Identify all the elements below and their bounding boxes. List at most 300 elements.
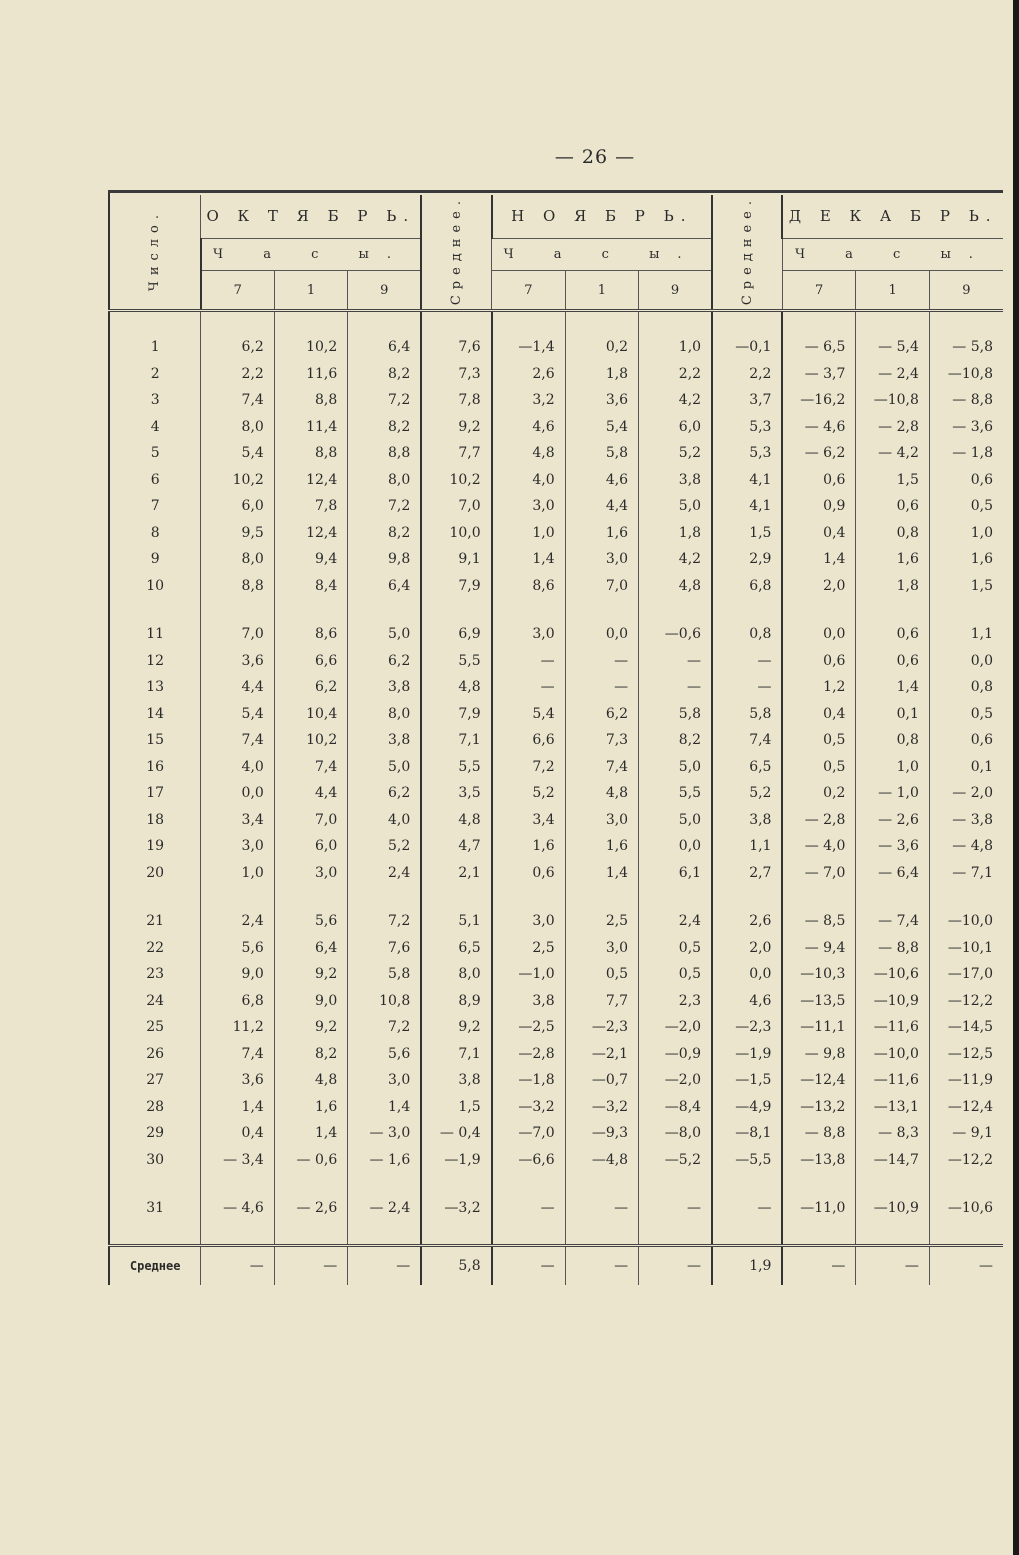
value-cell: 5,4: [565, 414, 638, 441]
hour-9-december: 9: [929, 270, 1003, 310]
value-cell: 9,0: [274, 988, 347, 1015]
value-cell: 6,9: [421, 621, 491, 648]
day-cell: 12: [109, 648, 201, 675]
value-cell: —2,0: [639, 1014, 712, 1041]
table-row: [109, 908, 1003, 935]
value-cell: 6,5: [712, 754, 782, 781]
value-cell: 6,2: [348, 648, 421, 675]
value-cell: 0,6: [856, 648, 929, 675]
value-cell: 5,6: [348, 1041, 421, 1068]
value-cell: 10,0: [421, 520, 491, 547]
value-cell: 1,9: [712, 1245, 782, 1285]
value-cell: 5,4: [201, 701, 274, 728]
value-cell: 7,2: [348, 1014, 421, 1041]
value-cell: —13,2: [782, 1094, 855, 1121]
value-cell: 3,8: [348, 674, 421, 701]
value-cell: — 3,7: [782, 361, 855, 388]
value-cell: —2,1: [565, 1041, 638, 1068]
value-cell: 3,8: [639, 467, 712, 494]
table-row: [109, 1120, 1003, 1147]
value-cell: 3,0: [492, 621, 565, 648]
value-cell: 9,2: [421, 414, 491, 441]
value-cell: —3,2: [421, 1195, 491, 1222]
value-cell: 3,0: [565, 546, 638, 573]
day-cell: 13: [109, 674, 201, 701]
value-cell: 3,8: [712, 807, 782, 834]
value-cell: 3,8: [421, 1067, 491, 1094]
value-cell: — 9,1: [929, 1120, 1003, 1147]
value-cell: 1,8: [565, 361, 638, 388]
day-cell: 10: [109, 573, 201, 600]
value-cell: — 4,2: [856, 440, 929, 467]
table-row: [109, 334, 1003, 361]
value-cell: — 6,2: [782, 440, 855, 467]
mean-header-october: Среднее.: [421, 195, 491, 311]
value-cell: 4,8: [492, 440, 565, 467]
spacer-row: [109, 599, 1003, 621]
value-cell: — 1,6: [348, 1147, 421, 1174]
value-cell: 7,2: [348, 908, 421, 935]
value-cell: 7,4: [274, 754, 347, 781]
value-cell: — 3,4: [201, 1147, 274, 1174]
value-cell: 1,5: [929, 573, 1003, 600]
day-column-header: Число.: [109, 195, 201, 311]
value-cell: —12,2: [929, 988, 1003, 1015]
value-cell: —10,3: [782, 961, 855, 988]
temperature-table-wrapper: [108, 190, 1003, 1285]
day-cell: 18: [109, 807, 201, 834]
value-cell: 4,2: [639, 546, 712, 573]
day-cell: 22: [109, 935, 201, 962]
value-cell: 6,6: [492, 727, 565, 754]
value-cell: —1,5: [712, 1067, 782, 1094]
value-cell: 1,1: [929, 621, 1003, 648]
hour-7-october: 7: [201, 270, 274, 310]
value-cell: — 2,6: [856, 807, 929, 834]
value-cell: 7,7: [565, 988, 638, 1015]
value-cell: —1,8: [492, 1067, 565, 1094]
day-cell: 26: [109, 1041, 201, 1068]
value-cell: — 4,6: [782, 414, 855, 441]
value-cell: 1,6: [565, 520, 638, 547]
value-cell: 5,8: [565, 440, 638, 467]
value-cell: —5,5: [712, 1147, 782, 1174]
value-cell: 5,2: [639, 440, 712, 467]
value-cell: 1,0: [639, 334, 712, 361]
value-cell: —: [639, 674, 712, 701]
value-cell: — 3,8: [929, 807, 1003, 834]
day-cell: 25: [109, 1014, 201, 1041]
value-cell: 3,7: [712, 387, 782, 414]
value-cell: 0,6: [929, 467, 1003, 494]
value-cell: 8,2: [639, 727, 712, 754]
value-cell: —5,2: [639, 1147, 712, 1174]
value-cell: 7,4: [201, 727, 274, 754]
value-cell: 0,0: [201, 780, 274, 807]
value-cell: —: [201, 1245, 274, 1285]
value-cell: 0,5: [782, 754, 855, 781]
value-cell: 4,8: [421, 674, 491, 701]
hour-7-december: 7: [782, 270, 855, 310]
value-cell: — 4,0: [782, 833, 855, 860]
value-cell: 8,2: [348, 361, 421, 388]
value-cell: —10,1: [929, 935, 1003, 962]
value-cell: 8,0: [348, 467, 421, 494]
value-cell: 8,6: [492, 573, 565, 600]
value-cell: 0,6: [856, 621, 929, 648]
value-cell: — 3,0: [348, 1120, 421, 1147]
value-cell: 0,1: [929, 754, 1003, 781]
value-cell: — 9,8: [782, 1041, 855, 1068]
value-cell: 5,8: [421, 1245, 491, 1285]
value-cell: 2,5: [565, 908, 638, 935]
value-cell: 8,0: [201, 414, 274, 441]
value-cell: 0,8: [856, 727, 929, 754]
value-cell: 8,0: [348, 701, 421, 728]
day-cell: 6: [109, 467, 201, 494]
value-cell: 10,2: [274, 727, 347, 754]
table-row: [109, 648, 1003, 675]
value-cell: 6,4: [274, 935, 347, 962]
value-cell: —13,5: [782, 988, 855, 1015]
value-cell: —13,1: [856, 1094, 929, 1121]
value-cell: — 1,0: [856, 780, 929, 807]
value-cell: 5,2: [348, 833, 421, 860]
value-cell: 3,0: [492, 493, 565, 520]
value-cell: — 8,5: [782, 908, 855, 935]
value-cell: —2,8: [492, 1041, 565, 1068]
value-cell: —: [492, 1245, 565, 1285]
value-cell: 5,5: [421, 754, 491, 781]
day-cell: 8: [109, 520, 201, 547]
value-cell: 5,5: [639, 780, 712, 807]
value-cell: — 6,4: [856, 860, 929, 887]
value-cell: 1,0: [492, 520, 565, 547]
value-cell: 10,8: [348, 988, 421, 1015]
value-cell: 5,4: [201, 440, 274, 467]
value-cell: 2,4: [348, 860, 421, 887]
value-cell: 7,4: [712, 727, 782, 754]
value-cell: —: [492, 1195, 565, 1222]
value-cell: 8,8: [201, 573, 274, 600]
value-cell: 9,5: [201, 520, 274, 547]
table-row: [109, 493, 1003, 520]
value-cell: —2,5: [492, 1014, 565, 1041]
value-cell: —2,3: [565, 1014, 638, 1041]
day-cell: 20: [109, 860, 201, 887]
value-cell: 6,0: [201, 493, 274, 520]
value-cell: 11,2: [201, 1014, 274, 1041]
table-row: [109, 807, 1003, 834]
value-cell: —13,8: [782, 1147, 855, 1174]
table-row: [109, 546, 1003, 573]
value-cell: —4,8: [565, 1147, 638, 1174]
value-cell: 5,0: [348, 754, 421, 781]
value-cell: 3,4: [492, 807, 565, 834]
value-cell: 3,0: [565, 807, 638, 834]
table-row: [109, 1094, 1003, 1121]
value-cell: 3,6: [565, 387, 638, 414]
value-cell: —2,0: [639, 1067, 712, 1094]
hour-1-november: 1: [565, 270, 638, 310]
value-cell: —0,7: [565, 1067, 638, 1094]
value-cell: 0,0: [929, 648, 1003, 675]
value-cell: 0,8: [856, 520, 929, 547]
day-cell: 31: [109, 1195, 201, 1222]
mean-row: [109, 1245, 1003, 1285]
value-cell: —: [929, 1245, 1003, 1285]
value-cell: —3,2: [565, 1094, 638, 1121]
value-cell: 8,0: [421, 961, 491, 988]
day-cell: 19: [109, 833, 201, 860]
value-cell: 6,0: [274, 833, 347, 860]
table-row: [109, 440, 1003, 467]
value-cell: — 8,3: [856, 1120, 929, 1147]
value-cell: 1,5: [421, 1094, 491, 1121]
value-cell: 3,4: [201, 807, 274, 834]
value-cell: —6,6: [492, 1147, 565, 1174]
table-row: [109, 935, 1003, 962]
hours-label-october: Ч а с ы.: [201, 238, 421, 270]
hour-9-october: 9: [348, 270, 421, 310]
value-cell: 6,0: [639, 414, 712, 441]
value-cell: 6,8: [712, 573, 782, 600]
day-cell: 23: [109, 961, 201, 988]
value-cell: 1,6: [274, 1094, 347, 1121]
value-cell: 2,4: [639, 908, 712, 935]
value-cell: 1,8: [856, 573, 929, 600]
day-cell: 21: [109, 908, 201, 935]
mean-header-november: Среднее.: [712, 195, 782, 311]
value-cell: 1,6: [856, 546, 929, 573]
value-cell: 10,2: [274, 334, 347, 361]
value-cell: 10,2: [201, 467, 274, 494]
value-cell: 5,8: [712, 701, 782, 728]
value-cell: —10,9: [856, 988, 929, 1015]
month-header-october: О К Т Я Б Р Ь.: [201, 195, 421, 238]
table-row: [109, 621, 1003, 648]
value-cell: — 4,6: [201, 1195, 274, 1222]
value-cell: 0,5: [639, 935, 712, 962]
value-cell: — 6,5: [782, 334, 855, 361]
value-cell: —8,1: [712, 1120, 782, 1147]
value-cell: 0,1: [856, 701, 929, 728]
value-cell: 0,5: [639, 961, 712, 988]
table-row: [109, 361, 1003, 388]
value-cell: 4,0: [492, 467, 565, 494]
value-cell: 2,7: [712, 860, 782, 887]
value-cell: 7,9: [421, 573, 491, 600]
day-cell: 5: [109, 440, 201, 467]
value-cell: — 8,8: [856, 935, 929, 962]
value-cell: 4,2: [639, 387, 712, 414]
value-cell: —11,9: [929, 1067, 1003, 1094]
value-cell: 3,6: [201, 648, 274, 675]
value-cell: 1,2: [782, 674, 855, 701]
value-cell: 7,9: [421, 701, 491, 728]
value-cell: 7,1: [421, 1041, 491, 1068]
value-cell: 1,0: [201, 860, 274, 887]
value-cell: — 5,8: [929, 334, 1003, 361]
value-cell: —10,9: [856, 1195, 929, 1222]
value-cell: 1,4: [782, 546, 855, 573]
value-cell: 1,5: [712, 520, 782, 547]
value-cell: 1,4: [565, 860, 638, 887]
value-cell: 0,2: [565, 334, 638, 361]
month-header-november: Н О Я Б Р Ь.: [492, 195, 712, 238]
value-cell: — 0,4: [421, 1120, 491, 1147]
value-cell: — 2,4: [856, 361, 929, 388]
value-cell: —: [565, 1245, 638, 1285]
value-cell: 5,2: [712, 780, 782, 807]
value-cell: —: [712, 1195, 782, 1222]
value-cell: 7,4: [201, 387, 274, 414]
day-cell: 1: [109, 334, 201, 361]
value-cell: 12,4: [274, 520, 347, 547]
value-cell: 7,2: [348, 493, 421, 520]
value-cell: 7,0: [565, 573, 638, 600]
value-cell: —0,9: [639, 1041, 712, 1068]
value-cell: 5,8: [348, 961, 421, 988]
value-cell: — 2,0: [929, 780, 1003, 807]
value-cell: 4,8: [565, 780, 638, 807]
value-cell: 0,6: [492, 860, 565, 887]
value-cell: 9,2: [274, 1014, 347, 1041]
day-cell: 30: [109, 1147, 201, 1174]
value-cell: —11,6: [856, 1014, 929, 1041]
hour-1-december: 1: [856, 270, 929, 310]
value-cell: 0,5: [929, 701, 1003, 728]
value-cell: 9,8: [348, 546, 421, 573]
table-row: [109, 860, 1003, 887]
value-cell: 8,2: [348, 414, 421, 441]
spacer-row: [109, 1222, 1003, 1246]
value-cell: 2,9: [712, 546, 782, 573]
month-header-december: Д Е К А Б Р Ь.: [782, 195, 1003, 238]
value-cell: 2,1: [421, 860, 491, 887]
table-row: [109, 1041, 1003, 1068]
value-cell: 6,2: [565, 701, 638, 728]
value-cell: —: [565, 1195, 638, 1222]
value-cell: 4,1: [712, 467, 782, 494]
value-cell: 11,6: [274, 361, 347, 388]
value-cell: 3,8: [348, 727, 421, 754]
value-cell: 4,7: [421, 833, 491, 860]
value-cell: 7,2: [492, 754, 565, 781]
value-cell: 1,4: [492, 546, 565, 573]
value-cell: — 5,4: [856, 334, 929, 361]
table-row: [109, 780, 1003, 807]
table-row: [109, 674, 1003, 701]
value-cell: —: [639, 1195, 712, 1222]
value-cell: 7,2: [348, 387, 421, 414]
spacer-row: [109, 311, 1003, 335]
value-cell: — 2,6: [274, 1195, 347, 1222]
value-cell: 11,4: [274, 414, 347, 441]
value-cell: —7,0: [492, 1120, 565, 1147]
value-cell: 0,2: [782, 780, 855, 807]
value-cell: 4,6: [565, 467, 638, 494]
day-cell: 11: [109, 621, 201, 648]
value-cell: 5,0: [348, 621, 421, 648]
value-cell: — 3,6: [856, 833, 929, 860]
hours-label-november: Ч а с ы.: [492, 238, 712, 270]
value-cell: —8,4: [639, 1094, 712, 1121]
value-cell: 7,8: [274, 493, 347, 520]
value-cell: —: [565, 674, 638, 701]
hours-label-december: Ч а с ы.: [782, 238, 1003, 270]
value-cell: 0,6: [782, 648, 855, 675]
value-cell: —12,5: [929, 1041, 1003, 1068]
value-cell: 3,0: [274, 860, 347, 887]
value-cell: 0,5: [782, 727, 855, 754]
value-cell: 4,6: [492, 414, 565, 441]
spacer-row: [109, 886, 1003, 908]
day-cell: 2: [109, 361, 201, 388]
table-row: [109, 414, 1003, 441]
value-cell: 8,2: [348, 520, 421, 547]
value-cell: 5,4: [492, 701, 565, 728]
day-cell: 24: [109, 988, 201, 1015]
value-cell: 2,2: [712, 361, 782, 388]
value-cell: —0,1: [712, 334, 782, 361]
day-cell: 3: [109, 387, 201, 414]
day-cell: 15: [109, 727, 201, 754]
value-cell: 5,3: [712, 414, 782, 441]
value-cell: 5,8: [639, 701, 712, 728]
value-cell: —12,2: [929, 1147, 1003, 1174]
value-cell: 1,6: [565, 833, 638, 860]
value-cell: —: [639, 1245, 712, 1285]
value-cell: —10,0: [929, 908, 1003, 935]
value-cell: 6,2: [274, 674, 347, 701]
value-cell: —1,9: [421, 1147, 491, 1174]
value-cell: 8,9: [421, 988, 491, 1015]
value-cell: 1,4: [348, 1094, 421, 1121]
value-cell: —10,0: [856, 1041, 929, 1068]
table-row: [109, 1067, 1003, 1094]
value-cell: 10,4: [274, 701, 347, 728]
value-cell: 3,5: [421, 780, 491, 807]
value-cell: 7,0: [274, 807, 347, 834]
hour-9-november: 9: [639, 270, 712, 310]
value-cell: 0,4: [782, 701, 855, 728]
value-cell: 3,0: [565, 935, 638, 962]
value-cell: 6,2: [348, 780, 421, 807]
day-cell: 16: [109, 754, 201, 781]
value-cell: —11,1: [782, 1014, 855, 1041]
hour-1-october: 1: [274, 270, 347, 310]
value-cell: —16,2: [782, 387, 855, 414]
value-cell: 3,0: [201, 833, 274, 860]
table-row: [109, 1195, 1003, 1222]
value-cell: 4,8: [639, 573, 712, 600]
value-cell: —10,6: [856, 961, 929, 988]
value-cell: — 7,0: [782, 860, 855, 887]
value-cell: — 3,6: [929, 414, 1003, 441]
value-cell: —12,4: [929, 1094, 1003, 1121]
value-cell: —12,4: [782, 1067, 855, 1094]
value-cell: 0,5: [565, 961, 638, 988]
value-cell: —14,7: [856, 1147, 929, 1174]
value-cell: 0,6: [929, 727, 1003, 754]
value-cell: — 2,8: [856, 414, 929, 441]
value-cell: 2,6: [492, 361, 565, 388]
value-cell: 6,6: [274, 648, 347, 675]
value-cell: 6,4: [348, 334, 421, 361]
value-cell: 3,6: [201, 1067, 274, 1094]
value-cell: 0,0: [782, 621, 855, 648]
